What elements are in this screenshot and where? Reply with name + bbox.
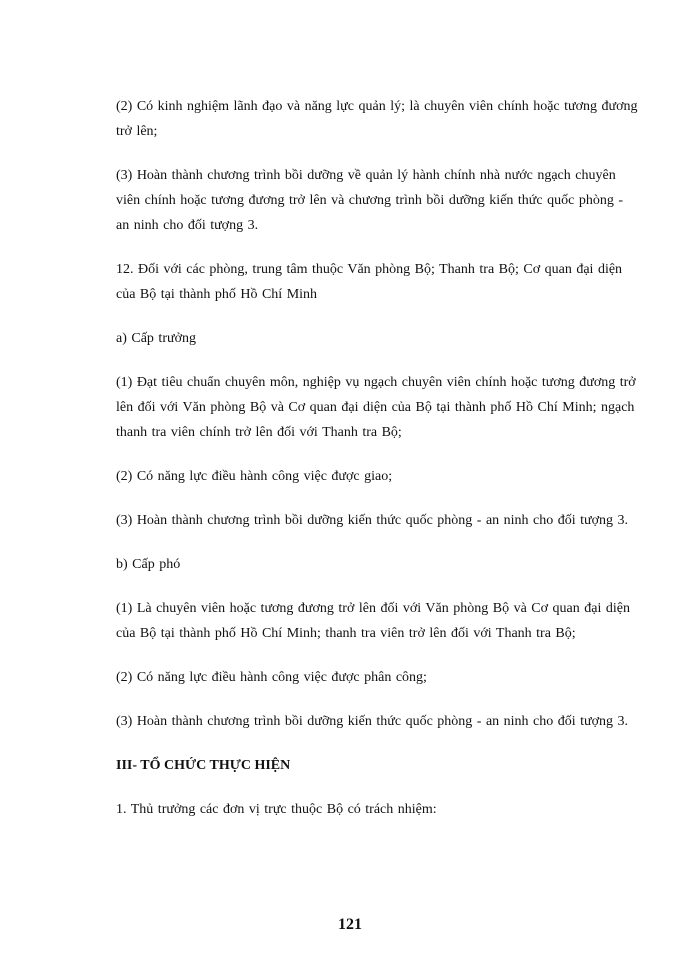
paragraph-deputy-criterion-3: (3) Hoàn thành chương trình bồi dưỡng kiến thức quốc phòng - an ninh cho đối tượng 3. (116, 714, 629, 729)
paragraph-item-12: 12. Đối với các phòng, trung tâm thuộc Văn phòng Bộ; Thanh tra Bộ; Cơ quan đại diện của Bộ tại thành phố Hồ Chí Minh (116, 262, 623, 302)
paragraph-implementation-1: 1. Thủ trưởng các đơn vị trực thuộc Bộ có trách nhiệm: (116, 802, 437, 817)
paragraph-criterion-3-training: (3) Hoàn thành chương trình bồi dưỡng về quản lý hành chính nhà nước ngạch chuyên viên chính hoặc tương đương trở lên và chương trình bồi dưỡng kiến thức quốc phòng - an ninh cho đối tượng 3. (116, 168, 623, 233)
section-heading: III- TỔ CHỨC THỰC HIỆN (116, 758, 291, 773)
paragraph-deputy-criterion-2: (2) Có năng lực điều hành công việc được phân công; (116, 670, 427, 685)
paragraph-criterion-2-leadership: (2) Có kinh nghiệm lãnh đạo và năng lực quản lý; là chuyên viên chính hoặc tương đương trở lên; (116, 99, 638, 139)
paragraph-head-criterion-3: (3) Hoàn thành chương trình bồi dưỡng kiến thức quốc phòng - an ninh cho đối tượng 3. (116, 513, 629, 528)
paragraph-head-criterion-2: (2) Có năng lực điều hành công việc được giao; (116, 469, 393, 484)
paragraph-sub-b-deputy: b) Cấp phó (116, 557, 181, 572)
paragraph-sub-a-head: a) Cấp trưởng (116, 331, 196, 346)
document-body (116, 94, 640, 841)
page-number: 121 (338, 916, 362, 933)
paragraph-head-criterion-1: (1) Đạt tiêu chuẩn chuyên môn, nghiệp vụ ngạch chuyên viên chính hoặc tương đương trở lên đối với Văn phòng Bộ và Cơ quan đại diện của Bộ tại thành phố Hồ Chí Minh; ngạch thanh tra viên chính trở lên đối với Thanh tra Bộ; (116, 375, 636, 440)
paragraph-deputy-criterion-1: (1) Là chuyên viên hoặc tương đương trở lên đối với Văn phòng Bộ và Cơ quan đại diện của Bộ tại thành phố Hồ Chí Minh; thanh tra viên trở lên đối với Thanh tra Bộ; (116, 601, 630, 641)
